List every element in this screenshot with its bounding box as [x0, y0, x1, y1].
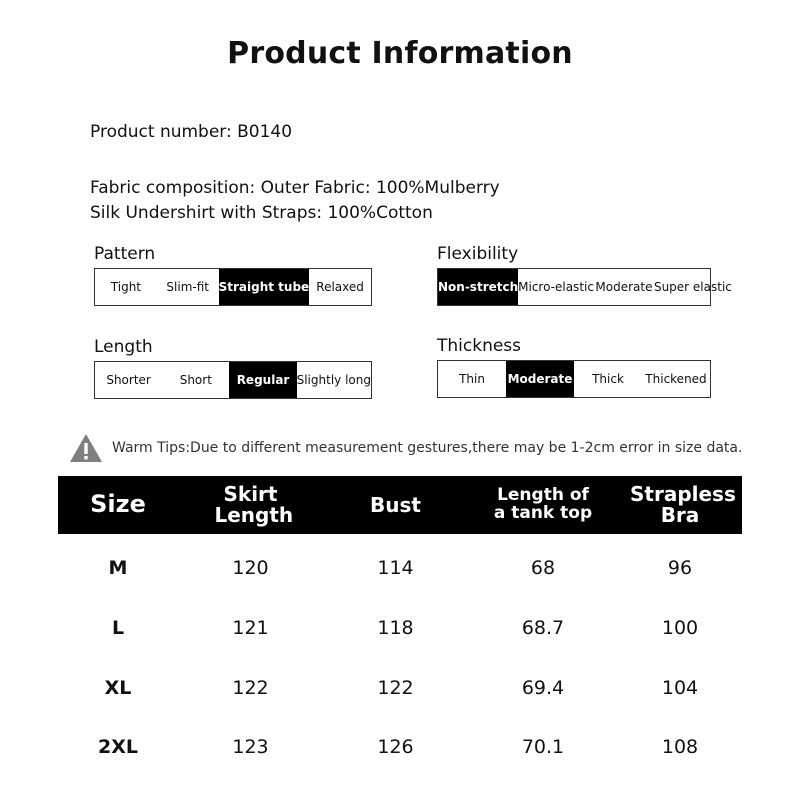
cell-strapless-bra: 104 — [661, 677, 699, 699]
flexibility-scale — [437, 268, 732, 306]
cell-strapless-bra: 100 — [661, 617, 699, 639]
length-label: Length — [94, 337, 153, 357]
header-tank-top-length: Length of a tank top — [493, 485, 593, 523]
cell-bust: 118 — [377, 617, 414, 639]
cell-size: XL — [104, 677, 132, 699]
warning-triangle-icon — [68, 432, 104, 464]
flexibility-section — [437, 244, 732, 306]
cell-bust: 114 — [377, 557, 414, 579]
product-number: Product number: B0140 — [90, 122, 293, 142]
cell-size: M — [108, 557, 128, 579]
thickness-option: Thin — [459, 372, 485, 386]
size-table-header — [58, 476, 742, 534]
cell-tank-top-length: 69.4 — [521, 677, 565, 699]
cell-skirt-length: 122 — [232, 677, 269, 699]
thickness-option: Thickened — [645, 372, 707, 386]
cell-bust: 126 — [377, 736, 414, 758]
cell-size: 2XL — [98, 736, 138, 758]
flexibility-label: Flexibility — [437, 244, 519, 264]
flexibility-option: Moderate — [595, 280, 653, 294]
fabric-composition-line-1: Fabric composition: Outer Fabric: 100%Mulberry — [90, 178, 500, 198]
flexibility-option-selected: Non-stretch — [438, 269, 518, 305]
header-bust: Bust — [370, 492, 421, 517]
header-skirt-length: Skirt Length — [214, 482, 294, 527]
header-size: Size — [90, 490, 146, 519]
cell-skirt-length: 121 — [232, 617, 269, 639]
length-option-selected: Regular — [229, 362, 296, 398]
thickness-option: Thick — [592, 372, 624, 386]
pattern-option: Relaxed — [316, 280, 364, 294]
cell-strapless-bra: 96 — [667, 557, 693, 579]
pattern-label: Pattern — [94, 244, 156, 264]
warm-tips-text: Warm Tips:Due to different measurement gestures,there may be 1-2cm error in size data. — [112, 440, 743, 456]
pattern-option-selected: Straight tube — [219, 269, 310, 305]
cell-tank-top-length: 68 — [530, 557, 556, 579]
length-section — [94, 337, 372, 399]
warm-tips — [68, 432, 742, 464]
page-title: Product Information — [227, 36, 573, 71]
table-row — [58, 727, 742, 767]
cell-size: L — [111, 617, 125, 639]
flexibility-option: Micro-elastic — [518, 280, 594, 294]
thickness-section — [437, 336, 711, 398]
pattern-option: Slim-fit — [166, 280, 209, 294]
length-option: Short — [179, 373, 212, 387]
header-strapless-bra: Strapless Bra — [630, 482, 736, 527]
length-scale — [94, 361, 372, 399]
cell-bust: 122 — [377, 677, 414, 699]
cell-skirt-length: 123 — [232, 736, 269, 758]
cell-skirt-length: 120 — [232, 557, 269, 579]
cell-tank-top-length: 70.1 — [521, 736, 565, 758]
fabric-composition-line-2: Silk Undershirt with Straps: 100%Cotton — [90, 203, 433, 223]
length-option: Slightly long — [296, 373, 371, 387]
pattern-scale — [94, 268, 372, 306]
thickness-label: Thickness — [437, 336, 522, 356]
thickness-option-selected: Moderate — [506, 361, 574, 397]
table-row — [58, 608, 742, 648]
thickness-scale — [437, 360, 711, 398]
cell-tank-top-length: 68.7 — [521, 617, 565, 639]
pattern-section — [94, 244, 372, 306]
length-option: Shorter — [106, 373, 151, 387]
table-row — [58, 548, 742, 588]
table-row — [58, 668, 742, 708]
flexibility-option: Super elastic — [653, 280, 732, 294]
pattern-option: Tight — [110, 280, 142, 294]
cell-strapless-bra: 108 — [661, 736, 699, 758]
